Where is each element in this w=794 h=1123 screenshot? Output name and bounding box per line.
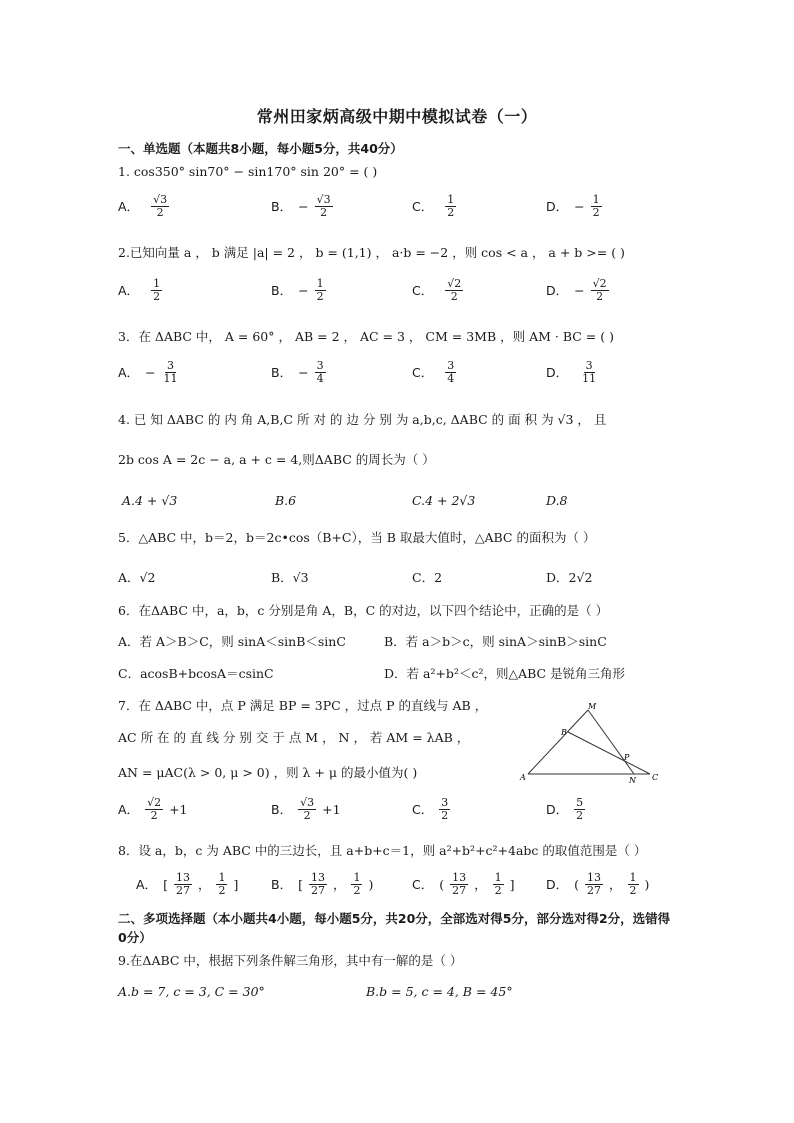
q6-option-c: C．acosB+bcosA＝csinC: [118, 666, 274, 681]
triangle-diagram: [518, 702, 668, 786]
q3-option-b: B． − $\frac{3}{4}$: [271, 359, 324, 385]
q2-stem: 2.已知向量 a ， b 满足 |a| = 2 ， b = (1,1) ， a·b = −2 ，则 cos < a ， a + b >= ( ): [118, 245, 625, 260]
q4-line2: 2b cos A = 2c − a, a + c = 4,则ΔABC 的周长为（ ）: [118, 452, 435, 467]
q1-stem: 1. cos350° sin70° − sin170° sin 20° = ( ): [118, 164, 378, 179]
q9-stem: 9.在ΔABC 中，根据下列条件解三角形，其中有一解的是（ ）: [118, 953, 463, 968]
q6-option-b: B．若 a＞b＞c，则 sinA＞sinB＞sinC: [384, 634, 607, 649]
segment-am: [528, 710, 588, 774]
q2-option-b: B． − $\frac{1}{2}$: [271, 277, 324, 303]
q6-option-d: D．若 a²+b²＜c²，则△ABC 是锐角三角形: [384, 666, 626, 681]
q5-option-a: A．√2: [118, 570, 156, 585]
q7-option-c: C． $\frac{3}{2}$: [412, 796, 449, 822]
q4-options: [118, 493, 678, 523]
q2-option-c: C． $\frac{√2}{2}$: [412, 277, 462, 303]
q7-line2: AC 所 在 的 直 线 分 别 交 于 点 M ， N ， 若 AM = λAB ，: [118, 730, 470, 745]
q8-option-a: A． [ $\frac{13}{27}$ ， $\frac{1}{2}$ ]: [136, 871, 239, 897]
segment-bc: [568, 732, 650, 774]
q7-options: [118, 797, 678, 827]
q9-option-b: B.b = 5, c = 4, B = 45°: [366, 984, 513, 999]
q4-option-d: D.8: [546, 493, 568, 508]
q8-option-b: B． [ $\frac{13}{27}$ ， $\frac{1}{2}$ ): [271, 871, 374, 897]
q5-options: [118, 568, 678, 598]
q8-option-d: D． ( $\frac{13}{27}$ ， $\frac{1}{2}$ ): [546, 871, 650, 897]
segment-mn: [588, 710, 634, 774]
q1-option-b: B． − $\frac{√3}{2}$: [271, 193, 331, 219]
q9-option-a: A.b = 7, c = 3, C = 30°: [118, 984, 265, 999]
q5-stem: 5．△ABC 中，b＝2，b＝2c•cos（B+C），当 B 取最大值时，△ABC 的面积为（ ）: [118, 530, 596, 545]
q2-option-a: A． $\frac{1}{2}$: [118, 277, 161, 303]
q5-option-b: B．√3: [271, 570, 309, 585]
q3-option-c: C． $\frac{3}{4}$: [412, 359, 455, 385]
q4-option-a: A.4 + √3: [122, 493, 178, 508]
q1-option-a: A． $\frac{√3}{2}$: [118, 193, 168, 219]
q6-stem: 6．在ΔABC 中，a，b，c 分别是角 A，B，C 的对边，以下四个结论中，正确的是（ ）: [118, 603, 609, 618]
q1-option-d: D． − $\frac{1}{2}$: [546, 193, 600, 219]
section-multiple-choice: 二、多项选择题（本小题共4小题，每小题5分，共20分，全部选对得5分，部分选对得2分，选错得0分）: [118, 911, 671, 945]
exam-title: 常州田家炳高级中期中模拟试卷（一）: [256, 107, 538, 126]
q4-line1: 4. 已 知 ΔABC 的 内 角 A,B,C 所 对 的 边 分 别 为 a,b,c, ΔABC 的 面 积 为 √3 ， 且: [118, 412, 607, 427]
q7-line1: 7．在 ΔABC 中，点 P 满足 BP = 3PC ，过点 P 的直线与 AB ，: [118, 698, 488, 713]
q2-option-d: D． − $\frac{√2}{2}$: [546, 277, 607, 303]
label-a: A: [520, 773, 526, 782]
q2-options: [118, 278, 678, 308]
q3-options: [118, 360, 678, 390]
label-b: B: [561, 728, 567, 737]
q7-option-d: D． $\frac{5}{2}$: [546, 796, 584, 822]
q8-options: [118, 872, 678, 902]
q5-option-c: C．2: [412, 570, 443, 585]
label-n: N: [629, 776, 636, 785]
label-c: C: [652, 773, 659, 782]
q1-option-c: C． $\frac{1}{2}$: [412, 193, 455, 219]
q3-stem: 3．在 ΔABC 中， A = 60° ， AB = 2 ， AC = 3 ， CM = 3MB ，则 AM · BC = ( ): [118, 329, 614, 344]
label-p: P: [624, 753, 630, 762]
q7-option-a: A． $\frac{√2}{2}$ +1: [118, 796, 188, 822]
q7-line3: AN = μAC(λ > 0, μ > 0) ，则 λ + μ 的最小值为( ): [118, 765, 418, 780]
q8-option-c: C． ( $\frac{13}{27}$ ， $\frac{1}{2}$ ]: [412, 871, 515, 897]
q5-option-d: D．2√2: [546, 570, 593, 585]
q1-options: [118, 194, 678, 224]
section-single-choice: 一、单选题（本题共8小题，每小题5分，共40分）: [118, 141, 403, 156]
q4-option-c: C.4 + 2√3: [412, 493, 476, 508]
q3-option-a: A． − $\frac{3}{11}$: [118, 359, 178, 385]
q7-option-b: B． $\frac{√3}{2}$ +1: [271, 796, 341, 822]
q6-option-a: A．若 A＞B＞C，则 sinA＜sinB＜sinC: [118, 634, 346, 649]
label-m: M: [588, 702, 597, 711]
q8-stem: 8．设 a，b，c 为 ABC 中的三边长，且 a+b+c＝1，则 a²+b²+c²+4abc 的取值范围是（ ）: [118, 843, 647, 858]
q4-option-b: B.6: [275, 493, 297, 508]
q3-option-d: D． $\frac{3}{11}$: [546, 359, 597, 385]
